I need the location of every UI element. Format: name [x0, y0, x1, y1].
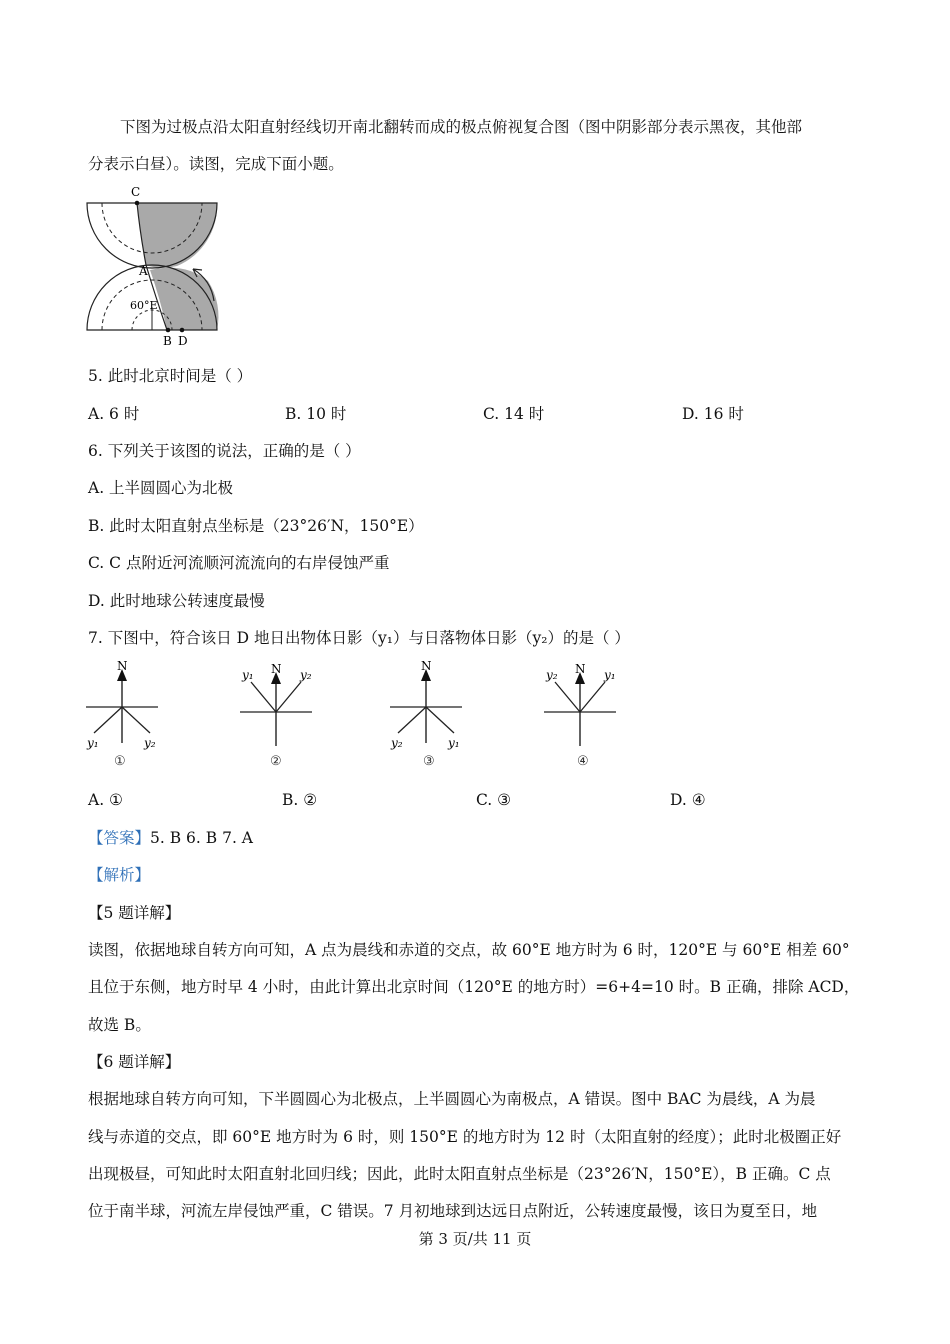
detail6-line-2: 线与赤道的交点，即 60°E 地方时为 6 时，则 150°E 的地方时为 12 时（太阳直射的经度）；此时北极圈正好 — [88, 1128, 842, 1146]
label-a: A — [139, 264, 148, 278]
q7-figure-4 — [540, 660, 624, 752]
q7-figure-2 — [236, 660, 320, 752]
q6-option-c: C. C 点附近河流顺河流流向的右岸侵蚀严重 — [88, 554, 390, 572]
page-footer: 第 3 页/共 11 页 — [418, 1230, 532, 1248]
q7-fig1-caption: ① — [114, 754, 126, 769]
detail6-line-3: 出现极昼，可知此时太阳直射北回归线；因此，此时太阳直射点坐标是（23°26′N，150°E），B 正确。C 点 — [88, 1165, 831, 1183]
q7-fig1-left: y₁ — [87, 736, 99, 750]
q7-fig4-right: y₁ — [604, 668, 616, 682]
q7-option-a: A. ① — [88, 791, 123, 809]
answer-line — [88, 828, 253, 848]
q5-option-b: B. 10 时 — [285, 405, 347, 423]
night-shade-bottom — [150, 268, 218, 330]
q7-stem: 7. 下图中，符合该日 D 地日出物体日影（y₁）与日落物体日影（y₂）的是（ ） — [88, 629, 630, 647]
detail5-line-1: 读图，依据地球自转方向可知，A 点为晨线和赤道的交点，故 60°E 地方时为 6 时，120°E 与 60°E 相差 60° — [88, 941, 850, 959]
q5-option-d: D. 16 时 — [682, 405, 744, 423]
q6-stem: 6. 下列关于该图的说法，正确的是（ ） — [88, 442, 361, 460]
q6-option-d: D. 此时地球公转速度最慢 — [88, 592, 265, 610]
q7-figure-1 — [84, 657, 164, 752]
detail5-line-2: 且位于东侧，地方时早 4 小时，由此计算出北京时间（120°E 的地方时）=6+4=10 时。B 正确，排除 ACD， — [88, 978, 860, 996]
q7-fig3-caption: ③ — [423, 754, 435, 769]
q5-stem: 5. 此时北京时间是（ ） — [88, 367, 253, 385]
detail6-line-1: 根据地球自转方向可知，下半圆圆心为北极点，上半圆圆心为南极点，A 错误。图中 BAC 为晨线，A 为晨 — [88, 1090, 816, 1108]
q7-fig2-north: N — [271, 662, 282, 676]
q7-fig4-caption: ④ — [577, 754, 589, 769]
detail5-title: 【5 题详解】 — [88, 904, 181, 922]
q7-fig3-right: y₁ — [448, 736, 460, 750]
answer-text: 5. B 6. B 7. A — [150, 829, 253, 847]
detail6-title: 【6 题详解】 — [88, 1053, 181, 1071]
point-c — [135, 201, 140, 206]
q7-figure-3 — [388, 657, 468, 752]
label-60e: 60°E — [130, 299, 158, 312]
answer-label: 【答案】 — [88, 829, 151, 847]
q6-option-a: A. 上半圆圆心为北极 — [88, 479, 234, 497]
q7-fig3-north: N — [421, 659, 432, 673]
intro-line-1: 下图为过极点沿太阳直射经线切开南北翻转而成的极点俯视复合图（图中阴影部分表示黑夜，其他部 — [120, 118, 803, 136]
q7-fig2-right: y₂ — [300, 668, 312, 682]
q7-fig3-left: y₂ — [391, 736, 403, 750]
q7-fig1-north: N — [117, 659, 128, 673]
q7-option-b: B. ② — [282, 791, 318, 809]
q5-option-a: A. 6 时 — [88, 405, 140, 423]
point-d — [180, 328, 185, 333]
q5-option-c: C. 14 时 — [483, 405, 545, 423]
night-shade-top — [137, 203, 217, 268]
point-b — [166, 328, 171, 333]
analysis-label: 【解析】 — [88, 866, 151, 884]
q7-fig4-north: N — [575, 662, 586, 676]
q7-option-c: C. ③ — [476, 791, 512, 809]
polar-composite-figure — [80, 183, 225, 348]
detail6-line-4: 位于南半球，河流左岸侵蚀严重，C 错误。7 月初地球到达远日点附近，公转速度最慢，该日为夏至日，地 — [88, 1202, 818, 1220]
intro-line-2: 分表示白昼）。读图，完成下面小题。 — [88, 155, 344, 173]
q7-fig2-left: y₁ — [242, 668, 254, 682]
q6-option-b: B. 此时太阳直射点坐标是（23°26′N，150°E） — [88, 517, 424, 535]
q7-fig2-caption: ② — [270, 754, 282, 769]
label-b: B — [163, 334, 172, 348]
q7-fig1-right: y₂ — [144, 736, 156, 750]
q7-fig4-left: y₂ — [546, 668, 558, 682]
q7-option-d: D. ④ — [670, 791, 706, 809]
label-d: D — [178, 334, 188, 348]
label-c: C — [131, 185, 141, 199]
detail5-line-3: 故选 B。 — [88, 1016, 151, 1034]
